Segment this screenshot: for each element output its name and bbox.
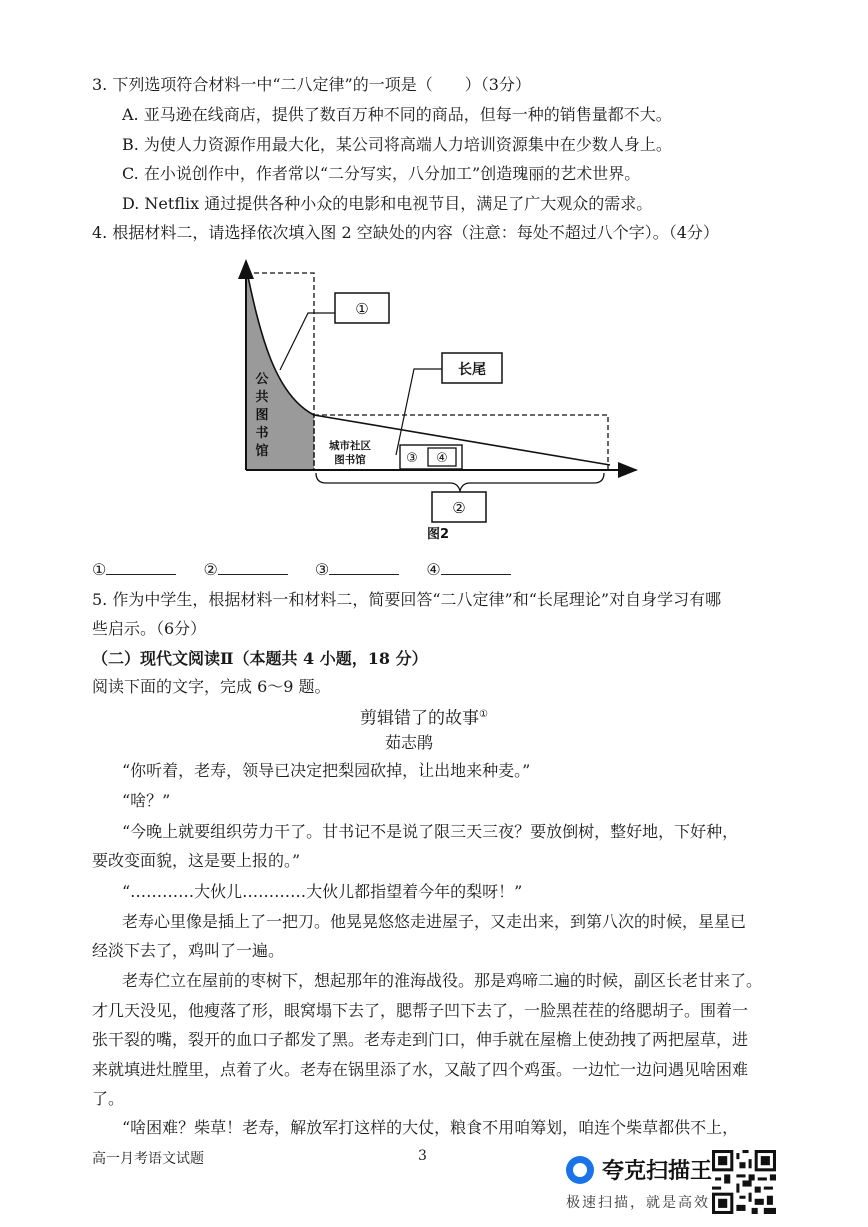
- story-author: 茹志鹃: [385, 733, 434, 752]
- scanner-logo-icon: [566, 1156, 594, 1184]
- story-title-note: ①: [479, 709, 488, 720]
- public-library-char-2: 共: [255, 390, 269, 405]
- public-library-char-5: 馆: [255, 444, 269, 459]
- story-line-9: 才几天没见，他瘦落了形，眼窝塌下去了，腮帮子凹下去了，一脸黑茬茬的络腮胡子。围着一: [92, 1001, 749, 1020]
- box-4-label: ④: [436, 451, 448, 466]
- answer-blanks: [92, 558, 533, 581]
- public-library-char-4: 书: [255, 426, 269, 441]
- longtail-label: 长尾: [458, 362, 486, 378]
- answer-4-blank[interactable]: [441, 558, 511, 575]
- story-line-1: “你听着，老寿，领导已决定把梨园砍掉，让出地来种麦。”: [122, 761, 531, 780]
- story-line-2: “啥？”: [122, 791, 171, 810]
- section-2-instruction: 阅读下面的文字，完成 6～9 题。: [92, 677, 331, 696]
- story-title-text: 剪辑错了的故事: [360, 708, 479, 729]
- story-line-3: “今晚上就要组织劳力干了。甘书记不是说了限三天三夜？要放倒树，整好地，下好种，: [122, 822, 739, 841]
- box-1-label: ①: [355, 300, 369, 318]
- story-line-8: 老寿伫立在屋前的枣树下，想起那年的淮海战役。那是鸡啼二遍的时候，副区长老甘来了。: [122, 971, 763, 990]
- q5-line-1: 5. 作为中学生，根据材料一和材料二，简要回答“二八定律”和“长尾理论”对自身学习有哪: [92, 590, 722, 609]
- answer-2-number: ②: [203, 560, 218, 579]
- figure-2-diagram: [230, 255, 650, 545]
- scanner-brand: [560, 1150, 860, 1220]
- tail-brace: [316, 473, 604, 491]
- page-number: 3: [418, 1148, 427, 1164]
- box-2-label: ②: [452, 499, 466, 517]
- community-library-line-1: 城市社区: [329, 440, 371, 452]
- q4-stem: 4. 根据材料二，请选择依次填入图 2 空缺处的内容（注意：每处不超过八个字）。（4分）: [92, 223, 719, 242]
- community-library-line-2: 图书馆: [334, 454, 366, 466]
- box-1-pointer: [280, 313, 335, 370]
- answer-3-number: ③: [314, 560, 330, 579]
- q3-option-a: A. 亚马逊在线商店，提供了数百万种不同的商品，但每一种的销售量都不大。: [122, 105, 672, 124]
- qr-code-icon: [712, 1150, 776, 1214]
- public-library-char-1: 公: [255, 372, 269, 387]
- answer-1-number: ①: [92, 560, 107, 579]
- figure-caption: 图2: [426, 527, 450, 542]
- footer-title: 高一月考语文试题: [92, 1151, 204, 1167]
- brand-slogan: 极速扫描，就是高效: [566, 1195, 710, 1211]
- q3-option-c: C. 在小说创作中，作者常以“二分写实，八分加工”创造瑰丽的艺术世界。: [122, 164, 641, 183]
- story-line-10: 张干裂的嘴，裂开的血口子都发了黑。老寿走到门口，伸手就在屋檐上使劲拽了两把屋草，进: [92, 1030, 749, 1049]
- answer-2-blank[interactable]: [218, 558, 288, 575]
- answer-4-number: ④: [426, 560, 441, 579]
- story-title: [360, 704, 488, 730]
- q3-stem: 3. 下列选项符合材料一中“二八定律”的一项是（ ）（3分）: [92, 75, 531, 94]
- answer-3-blank[interactable]: [329, 558, 399, 575]
- brand-name: 夸克扫描王: [602, 1159, 713, 1184]
- answer-1-blank[interactable]: [106, 558, 176, 575]
- story-line-11: 来就填进灶膛里，点着了火。老寿在锅里添了水，又敲了四个鸡蛋。一边忙一边问遇见啥困难: [92, 1060, 749, 1079]
- q3-option-b: B. 为使人力资源作用最大化，某公司将高端人力培训资源集中在少数人身上。: [122, 135, 672, 154]
- story-line-5: “…………大伙儿…………大伙儿都指望着今年的梨呀！”: [122, 882, 523, 901]
- box-3-label: ③: [406, 451, 418, 466]
- q5-line-2: 些启示。（6分）: [92, 619, 207, 638]
- q3-option-d: D. Netflix 通过提供各种小众的电影和电视节目，满足了广大观众的需求。: [122, 194, 653, 213]
- story-line-13: “啥困难？柴草！老寿，解放军打这样的大仗，粮食不用咱筹划，咱连个柴草都供不上，: [122, 1118, 739, 1137]
- story-line-7: 经淡下去了，鸡叫了一遍。: [92, 941, 285, 960]
- longtail-pointer: [396, 369, 442, 455]
- story-line-6: 老寿心里像是插上了一把刀。他晃晃悠悠走进屋子，又走出来，到第八次的时候，星星已: [122, 912, 747, 931]
- public-library-char-3: 图: [255, 408, 269, 423]
- story-line-12: 了。: [92, 1089, 125, 1108]
- section-2-heading: （二）现代文阅读Ⅱ（本题共 4 小题，18 分）: [92, 649, 428, 668]
- story-line-4: 要改变面貌，这是要上报的。”: [92, 851, 301, 870]
